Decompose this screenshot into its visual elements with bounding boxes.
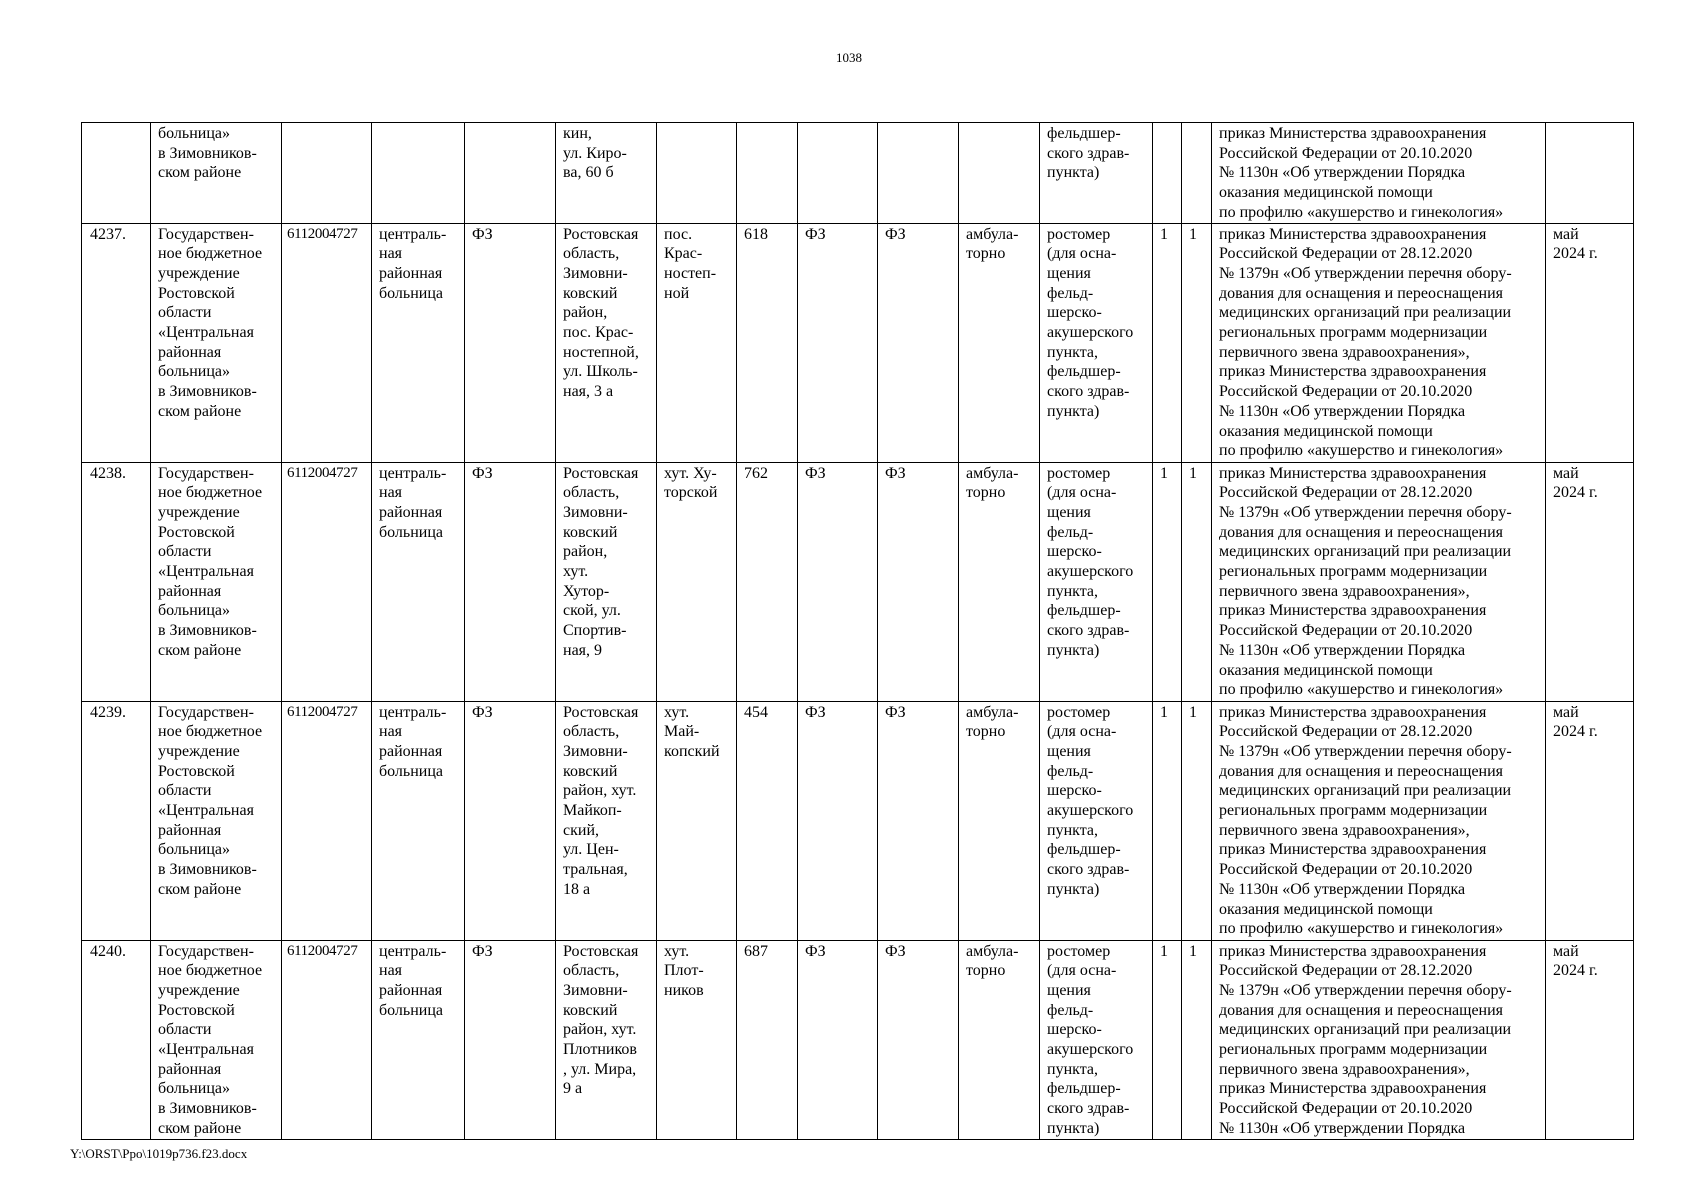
cell-cell-fz-1: ФЗ <box>798 223 878 462</box>
cell-settlement: пос. Крас- ностеп- ной <box>657 223 737 462</box>
cell-equipment-name: ростомер (для осна- щения фельд- шерско- акушерского пункта, фельдшер- ского здрав- пункта) <box>1040 701 1153 940</box>
table-row <box>82 462 1634 701</box>
cell-settlement <box>657 123 737 224</box>
cell-address: кин, ул. Киро- ва, 60 б <box>556 123 657 224</box>
cell-funding-source: ФЗ <box>465 223 556 462</box>
cell-row-number: 4237. <box>82 223 151 462</box>
cell-settlement: хут. Плот- ников <box>657 940 737 1139</box>
cell-equipment-name: фельдшер- ского здрав- пункта) <box>1040 123 1153 224</box>
cell-equipment-name: ростомер (для осна- щения фельд- шерско- акушерского пункта, фельдшер- ского здрав- пункта) <box>1040 223 1153 462</box>
registry-table <box>81 122 1634 1140</box>
cell-quantity-planned: 1 <box>1182 462 1212 701</box>
cell-cell-fz-2: ФЗ <box>878 940 959 1139</box>
cell-care-conditions <box>959 123 1040 224</box>
cell-population: 618 <box>737 223 798 462</box>
cell-institution-name: Государствен- ное бюджетное учреждение Ростовской области «Центральная районная больница» в Зимовников- ском районе <box>151 940 282 1139</box>
cell-quantity-planned: 1 <box>1182 940 1212 1139</box>
page-number: 1038 <box>836 50 862 65</box>
cell-deadline: май 2024 г. <box>1546 940 1634 1139</box>
cell-cell-fz-2: ФЗ <box>878 223 959 462</box>
cell-funding-source: ФЗ <box>465 701 556 940</box>
cell-quantity-required: 1 <box>1153 940 1182 1139</box>
cell-row-number: 4238. <box>82 462 151 701</box>
cell-row-number: 4239. <box>82 701 151 940</box>
cell-regulatory-basis: приказ Министерства здравоохранения Российской Федерации от 20.10.2020 № 1130н «Об утверждении Порядка оказания медицинской помощи по профилю «акушерство и гинекология» <box>1212 123 1546 224</box>
table-row <box>82 940 1634 1139</box>
cell-regulatory-basis: приказ Министерства здравоохранения Российской Федерации от 28.12.2020 № 1379н «Об утверждении перечня обору- дования для оснащения и переоснащения медицинских организаций при реализации региональных программ модернизации первичного звена здравоохранения», приказ Министерства здравоохранения Российской Федерации от 20.10.2020 № 1130н «Об утверждении Порядка оказания медицинской помощи по профилю «акушерство и гинекология» <box>1212 462 1546 701</box>
cell-row-number: 4240. <box>82 940 151 1139</box>
cell-equipment-name: ростомер (для осна- щения фельд- шерско- акушерского пункта, фельдшер- ского здрав- пункта) <box>1040 940 1153 1139</box>
cell-care-conditions: амбула- торно <box>959 701 1040 940</box>
cell-inn: 6112004727 <box>282 701 372 940</box>
cell-settlement: хут. Май- копский <box>657 701 737 940</box>
cell-care-conditions: амбула- торно <box>959 223 1040 462</box>
table-row <box>82 223 1634 462</box>
cell-institution-name: больница» в Зимовников- ском районе <box>151 123 282 224</box>
cell-deadline: май 2024 г. <box>1546 462 1634 701</box>
cell-inn: 6112004727 <box>282 940 372 1139</box>
cell-equipment-name: ростомер (для осна- щения фельд- шерско- акушерского пункта, фельдшер- ского здрав- пункта) <box>1040 462 1153 701</box>
cell-address: Ростовская область, Зимовни- ковский район, пос. Крас- ностепной, ул. Школь- ная, 3 а <box>556 223 657 462</box>
cell-address: Ростовская область, Зимовни- ковский район, хут. Хутор- ской, ул. Спортив- ная, 9 <box>556 462 657 701</box>
cell-quantity-required <box>1153 123 1182 224</box>
cell-care-conditions: амбула- торно <box>959 940 1040 1139</box>
cell-quantity-required: 1 <box>1153 223 1182 462</box>
cell-inn: 6112004727 <box>282 223 372 462</box>
cell-population: 454 <box>737 701 798 940</box>
registry-table-body <box>82 123 1634 1140</box>
footer-file-path: Y:\ORST\Ppo\1019p736.f23.docx <box>70 1146 248 1161</box>
table-row <box>82 701 1634 940</box>
cell-regulatory-basis: приказ Министерства здравоохранения Российской Федерации от 28.12.2020 № 1379н «Об утверждении перечня обору- дования для оснащения и переоснащения медицинских организаций при реализации региональных программ модернизации первичного звена здравоохранения», приказ Министерства здравоохранения Российской Федерации от 20.10.2020 № 1130н «Об утверждении Порядка <box>1212 940 1546 1139</box>
cell-deadline: май 2024 г. <box>1546 223 1634 462</box>
cell-population <box>737 123 798 224</box>
cell-institution-name: Государствен- ное бюджетное учреждение Ростовской области «Центральная районная больница» в Зимовников- ском районе <box>151 223 282 462</box>
cell-institution-type: централь- ная районная больница <box>372 462 465 701</box>
cell-population: 687 <box>737 940 798 1139</box>
cell-inn <box>282 123 372 224</box>
cell-cell-fz-1: ФЗ <box>798 701 878 940</box>
cell-cell-fz-1: ФЗ <box>798 940 878 1139</box>
cell-institution-type: централь- ная районная больница <box>372 701 465 940</box>
cell-settlement: хут. Ху- торской <box>657 462 737 701</box>
cell-funding-source: ФЗ <box>465 462 556 701</box>
cell-cell-fz-1 <box>798 123 878 224</box>
cell-institution-name: Государствен- ное бюджетное учреждение Ростовской области «Центральная районная больница» в Зимовников- ском районе <box>151 701 282 940</box>
cell-address: Ростовская область, Зимовни- ковский район, хут. Плотников , ул. Мира, 9 а <box>556 940 657 1139</box>
cell-institution-name: Государствен- ное бюджетное учреждение Ростовской области «Центральная районная больница» в Зимовников- ском районе <box>151 462 282 701</box>
cell-institution-type: централь- ная районная больница <box>372 940 465 1139</box>
cell-quantity-planned <box>1182 123 1212 224</box>
cell-institution-type: централь- ная районная больница <box>372 223 465 462</box>
cell-deadline: май 2024 г. <box>1546 701 1634 940</box>
cell-address: Ростовская область, Зимовни- ковский район, хут. Майкоп- ский, ул. Цен- тральная, 18 а <box>556 701 657 940</box>
cell-regulatory-basis: приказ Министерства здравоохранения Российской Федерации от 28.12.2020 № 1379н «Об утверждении перечня обору- дования для оснащения и переоснащения медицинских организаций при реализации региональных программ модернизации первичного звена здравоохранения», приказ Министерства здравоохранения Российской Федерации от 20.10.2020 № 1130н «Об утверждении Порядка оказания медицинской помощи по профилю «акушерство и гинекология» <box>1212 223 1546 462</box>
cell-row-number <box>82 123 151 224</box>
cell-funding-source: ФЗ <box>465 940 556 1139</box>
cell-quantity-required: 1 <box>1153 462 1182 701</box>
cell-cell-fz-2: ФЗ <box>878 462 959 701</box>
cell-quantity-planned: 1 <box>1182 223 1212 462</box>
cell-cell-fz-1: ФЗ <box>798 462 878 701</box>
cell-cell-fz-2: ФЗ <box>878 701 959 940</box>
cell-population: 762 <box>737 462 798 701</box>
cell-deadline <box>1546 123 1634 224</box>
cell-regulatory-basis: приказ Министерства здравоохранения Российской Федерации от 28.12.2020 № 1379н «Об утверждении перечня обору- дования для оснащения и переоснащения медицинских организаций при реализации региональных программ модернизации первичного звена здравоохранения», приказ Министерства здравоохранения Российской Федерации от 20.10.2020 № 1130н «Об утверждении Порядка оказания медицинской помощи по профилю «акушерство и гинекология» <box>1212 701 1546 940</box>
cell-quantity-planned: 1 <box>1182 701 1212 940</box>
cell-quantity-required: 1 <box>1153 701 1182 940</box>
cell-inn: 6112004727 <box>282 462 372 701</box>
cell-cell-fz-2 <box>878 123 959 224</box>
cell-care-conditions: амбула- торно <box>959 462 1040 701</box>
cell-funding-source <box>465 123 556 224</box>
table-row <box>82 123 1634 224</box>
cell-institution-type <box>372 123 465 224</box>
